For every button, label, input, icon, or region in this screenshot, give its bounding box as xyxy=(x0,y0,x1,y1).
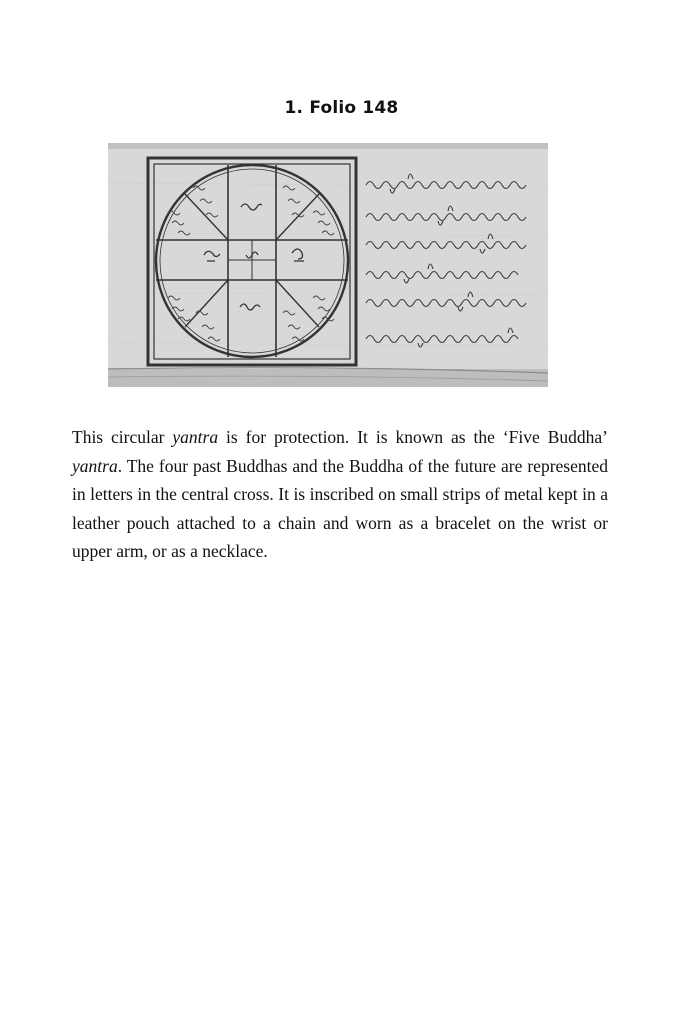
description-text-part-2: is for protection. It is known as the ‘Five Buddha’ xyxy=(218,427,608,447)
page-title: 1. Folio 148 xyxy=(284,98,399,118)
description-text-part-1: This circular xyxy=(72,427,173,447)
manuscript-image xyxy=(108,143,548,387)
yantra-term: yantra xyxy=(72,455,118,476)
manuscript-paper xyxy=(108,143,548,387)
yantra-term: yantra xyxy=(172,427,219,447)
description-text-part-3: . The four past Buddhas and the Buddha of the future are represented in letters in the central cross. It is inscribed on small strips of metal kept in a leather pouch attached to a chain and worn as a bracelet on the wrist or upper arm, or as a necklace. xyxy=(72,455,608,561)
description-paragraph xyxy=(72,423,608,566)
